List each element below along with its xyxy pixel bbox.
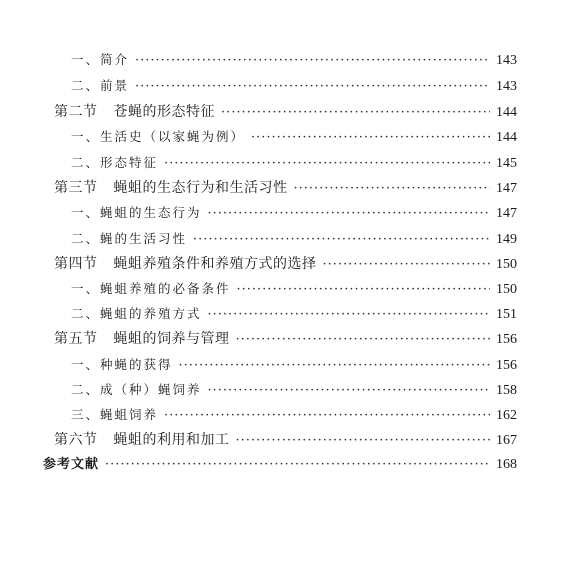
toc-entry-label: 一、简介: [71, 52, 130, 67]
toc-entry-page: 147: [496, 181, 517, 196]
section-number: 第五节: [54, 331, 98, 347]
dot-leader: [237, 278, 490, 302]
dot-leader: [179, 354, 490, 378]
toc-entry-page: 147: [496, 206, 517, 221]
dot-leader: [323, 253, 491, 277]
dot-leader: [236, 328, 491, 352]
toc-entry-page: 162: [496, 408, 517, 423]
toc-entry-label: 一、蝇蛆养殖的必备条件: [71, 281, 231, 296]
section-title: 苍蝇的形态特征: [113, 104, 215, 120]
section-number: 第二节: [54, 104, 98, 120]
section-title: 蝇蛆的利用和加工: [113, 432, 230, 448]
toc-entry: [71, 302, 517, 326]
toc-entry-label: 二、蝇的生活习性: [71, 231, 188, 246]
section-number: 第六节: [54, 432, 98, 448]
toc-entry-page: 143: [496, 79, 517, 94]
toc-section-entry: [54, 428, 517, 452]
section-title: 蝇蛆的饲养与管理: [113, 331, 230, 347]
toc-entry-label: 二、形态特征: [71, 155, 159, 170]
toc-entry-label: 二、前景: [71, 78, 130, 93]
toc-entry-label: 一、生活史（以家蝇为例）: [71, 129, 246, 144]
toc-entry: [71, 48, 517, 72]
toc-entry-page: 144: [496, 105, 517, 120]
toc-entry-page: 144: [496, 130, 517, 145]
dot-leader: [164, 404, 490, 428]
toc-entry: [71, 74, 517, 98]
dot-leader: [164, 152, 490, 176]
section-title: 蝇蛆养殖条件和养殖方式的选择: [113, 256, 317, 272]
dot-leader: [105, 453, 490, 477]
toc-section-entry: [54, 327, 517, 351]
dot-leader: [135, 49, 490, 73]
toc-entry-label: 一、蝇蛆的生态行为: [71, 205, 202, 220]
toc-entry-page: 150: [496, 257, 517, 272]
toc-entry: [71, 227, 517, 251]
toc-entry: [71, 125, 517, 149]
toc-entry-page: 151: [496, 307, 517, 322]
toc-entry-page: 158: [496, 383, 517, 398]
toc-entry-label: 一、种蝇的获得: [71, 357, 173, 372]
toc-entry-page: 145: [496, 156, 517, 171]
dot-leader: [135, 75, 490, 99]
toc-entry: [71, 201, 517, 225]
toc-entry-page: 156: [496, 332, 517, 347]
toc-section-entry: [54, 100, 517, 124]
toc-section-entry: [54, 176, 517, 200]
toc-entry: [71, 151, 517, 175]
dot-leader: [221, 101, 490, 125]
dot-leader: [208, 379, 490, 403]
toc-entry: [71, 277, 517, 301]
toc-entry-page: 150: [496, 282, 517, 297]
section-number: 第三节: [54, 180, 98, 196]
toc-entry-label: 参考文献: [43, 457, 100, 472]
toc-entry: [71, 353, 517, 377]
toc-entry-page: 167: [496, 433, 517, 448]
toc-entry-page: 168: [496, 457, 517, 472]
dot-leader: [208, 202, 490, 226]
toc-references-entry: [43, 453, 517, 477]
dot-leader: [251, 126, 490, 150]
dot-leader: [294, 177, 491, 201]
toc-entry-page: 149: [496, 232, 517, 247]
toc-entry: [71, 378, 517, 402]
toc-entry-label: 三、蝇蛆饲养: [71, 407, 159, 422]
dot-leader: [193, 228, 490, 252]
toc-section-entry: [54, 252, 517, 276]
toc-entry-label: 二、成（种）蝇饲养: [71, 382, 202, 397]
toc-entry-page: 156: [496, 358, 517, 373]
toc-entry-label: 二、蝇蛆的养殖方式: [71, 306, 202, 321]
dot-leader: [236, 429, 491, 453]
toc-entry: [71, 403, 517, 427]
section-number: 第四节: [54, 256, 98, 272]
section-title: 蝇蛆的生态行为和生活习性: [113, 180, 288, 196]
toc-entry-page: 143: [496, 53, 517, 68]
dot-leader: [208, 303, 490, 327]
